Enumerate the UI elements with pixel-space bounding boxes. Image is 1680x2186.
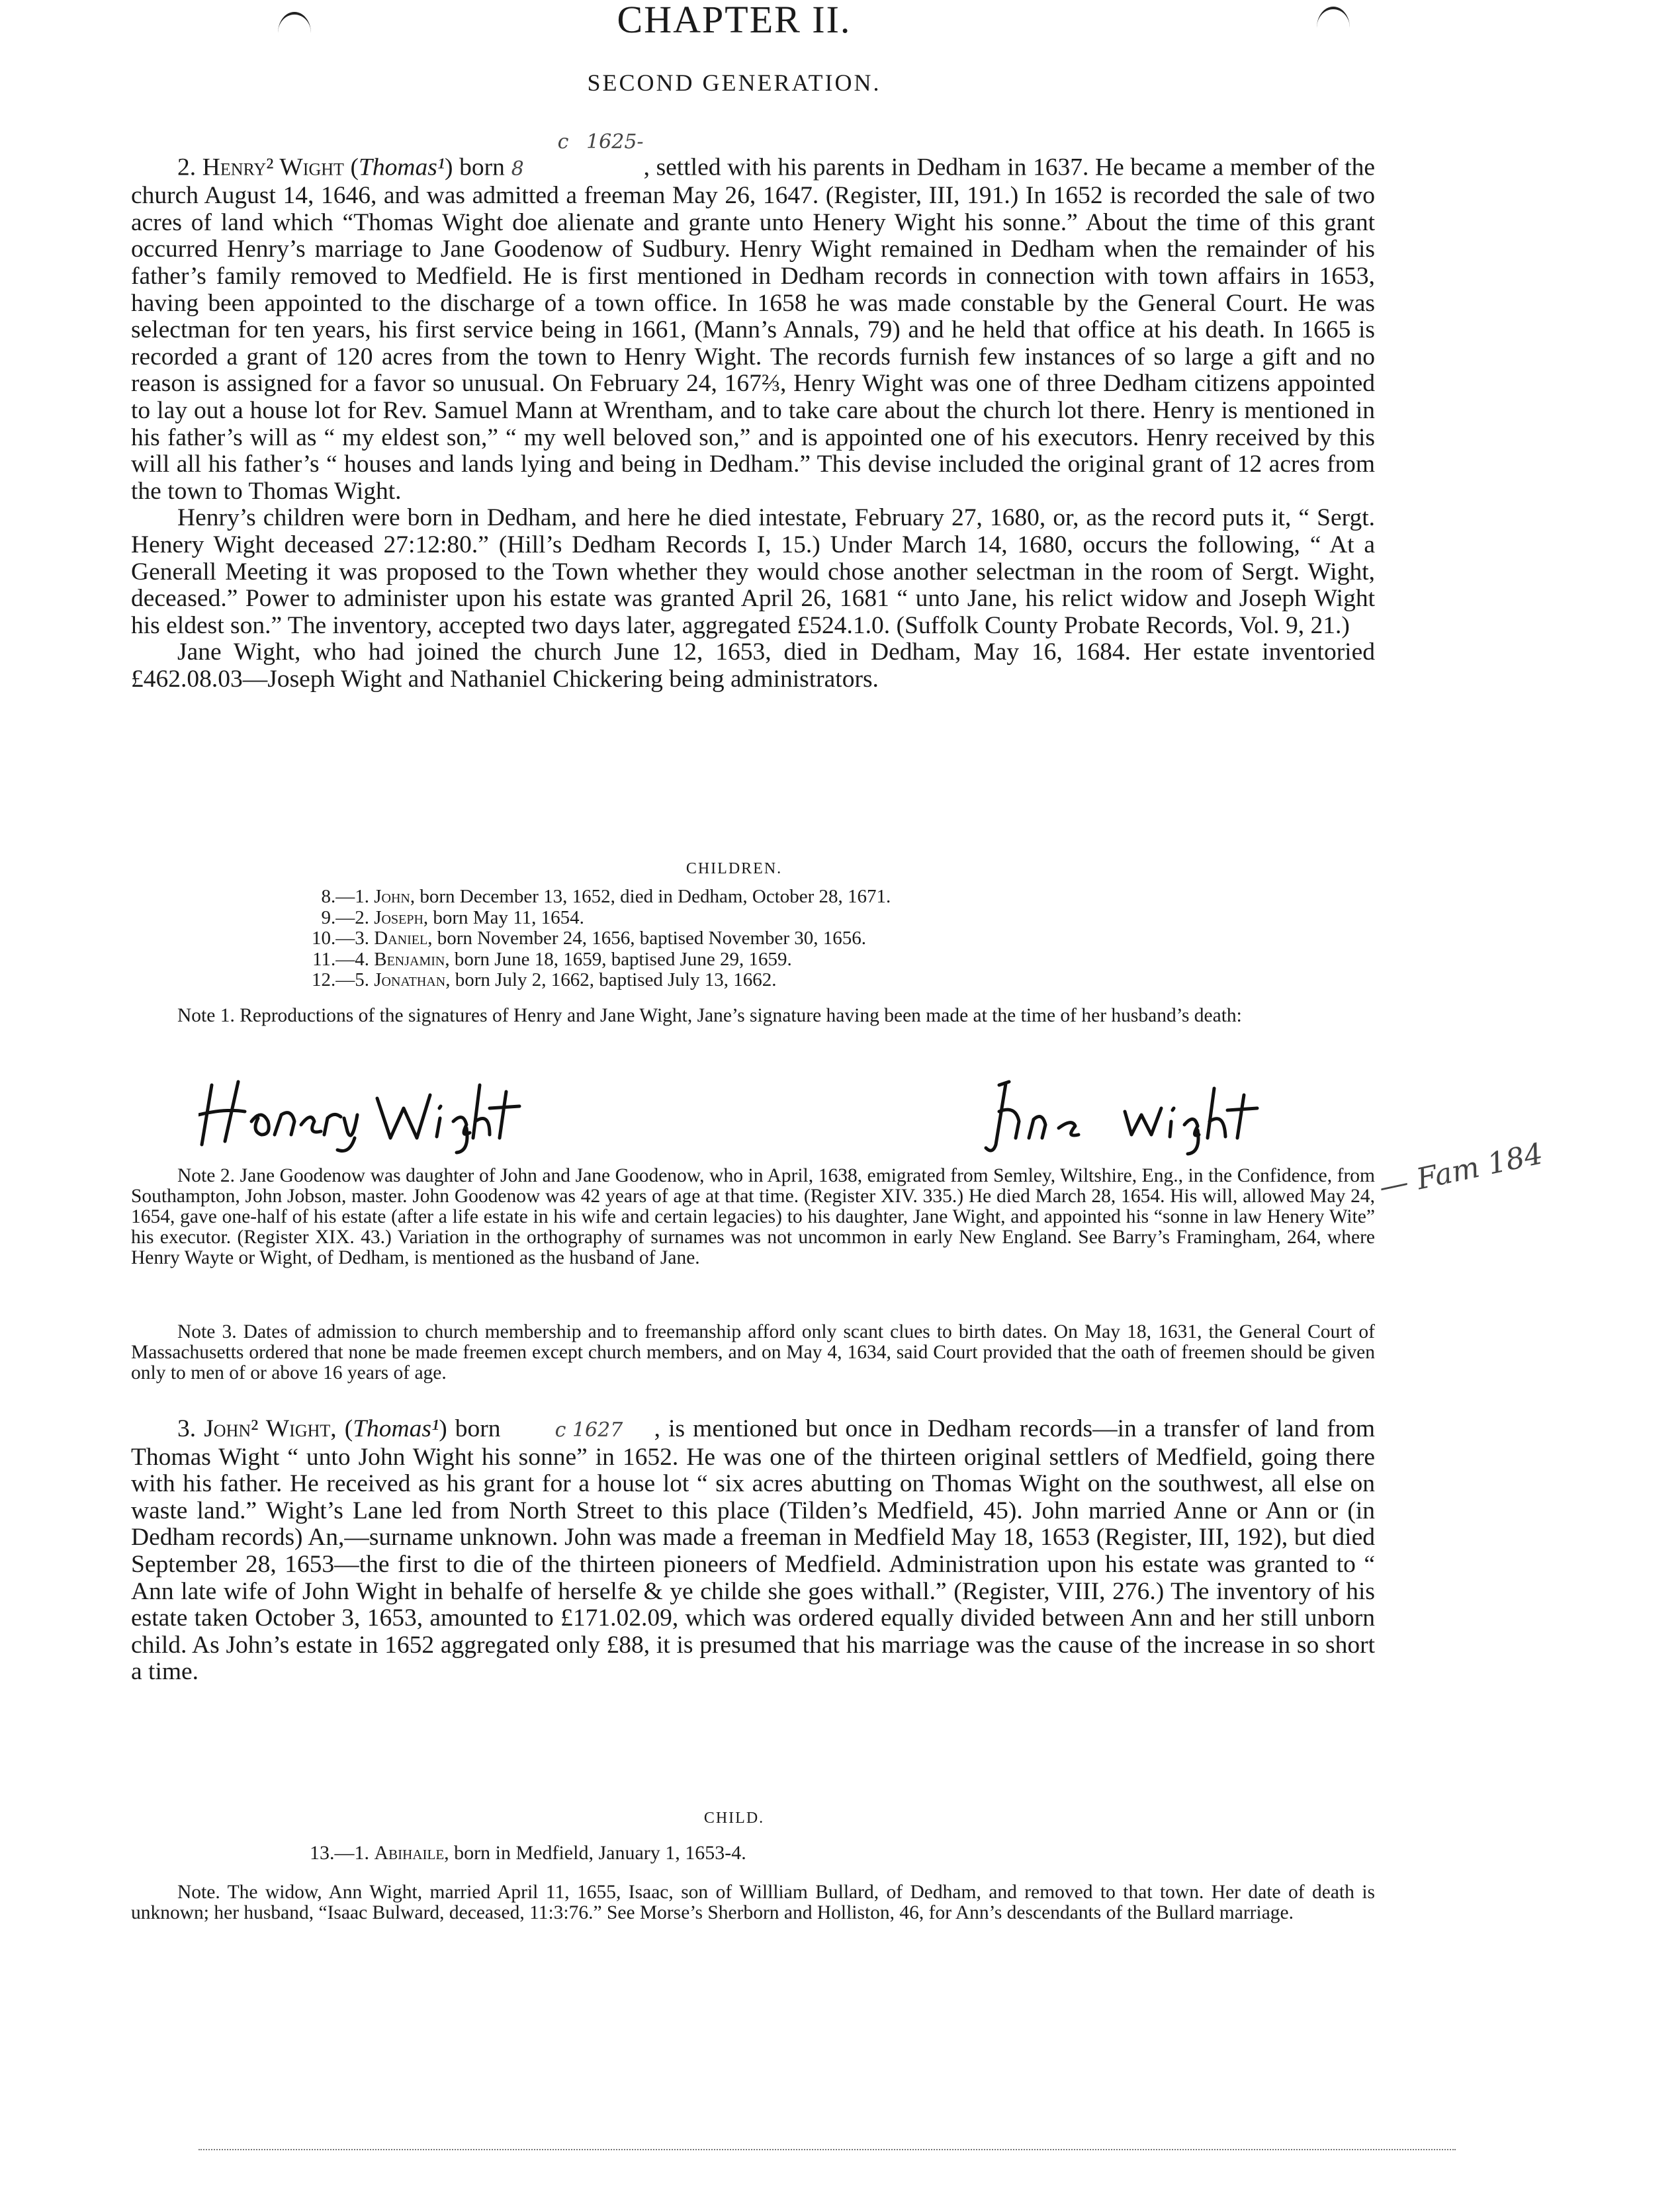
bottom-divider — [199, 2149, 1456, 2150]
signatures — [199, 1072, 1323, 1158]
note-2: Note 2. Jane Goodenow was daughter of John and Jane Goodenow, who in April, 1638, emigrated from Semley, Wiltshire, Eng., in the Confidence, from Southampton, John Jobson, master. John Goodenow was 42 years of age at that time. (Register XIV. 335.) He died March 28, 1654. His will, allowed May 24, 1654, gave one-half of his estate (after a life estate in his wife and certain legacies) to his daughter, Jane Wight, and appointed his “sonne in law Henery Wite” his executor. (Register XIX. 43.) Variation in the orthography of surnames was not uncommon in early New England. See Barry’s Framingham, 264, where Henry Wayte or Wight, of Dedham, is mentioned as the husband of Jane. — [131, 1165, 1375, 1268]
entry-3-paragraph-1: 3. John² Wight, (Thomas¹) born c 1627 , is mentioned but once in Dedham records—in a transfer of land from Thomas Wight “ unto John Wight his sonne” in 1652. He was one of the thirteen original settlers of Medfield, going there with his father. He received as his grant for a house lot “ six acres abutting on Thomas Wight on the southwest, all else on waste land.” Wight’s Lane led from North Street to this place (Tilden’s Medfield, 45). John married Anne or Ann or (in Dedham records) An,—surname unknown. John was made a freeman in Medfield May 18, 1653 (Register, III, 192), but died September 28, 1653—the first to die of the thirteen pioneers of Medfield. Administration upon his estate was granted to “ Ann late wife of John Wight in behalfe of herselfe & ye childe she goes withall.” (Register, VIII, 276.) The inventory of his estate taken October 3, 1653, amounted to £171.02.09, which was ordered equally divided between Ann and her still unborn child. As John’s estate in 1652 aggregated only £88, it is presumed that his marriage was the cause of the increase in so short a time. — [131, 1415, 1375, 1686]
parent-name: Thomas¹ — [359, 153, 445, 181]
paragraph-text: , settled with his parents in Dedham in 1637. He became a member of the church August 14, 1646, and was admitted a freeman May 26, 1647. (Register, III, 191.) In 1652 is recorded the sale of two acres of land which “Thomas Wight doe alienate and grante unto Henery Wight his sonne.” About the time of this grant occurred Henry’s marriage to Jane Goodenow of Sudbury. Henry Wight remained in Dedham when the remainder of his father’s family removed to Medfield. He is first mentioned in Dedham records in connection with town affairs in 1653, having been appointed to the discharge of a town office. In 1658 he was made constable by the General Court. He was selectman for ten years, his first service being in 1661, (Mann’s Annals, 79) and he held that office at his death. In 1665 is recorded a grant of 120 acres from the town to Henry Wight. The records furnish few instances of so large a gift and no reason is assigned for a favor so unusual. On February 24, 167⅔, Henry Wight was one of three Dedham citizens appointed to lay out a house lot for Rev. Samuel Mann at Wrentham, and to take care about the church lot there. Henry is mentioned in his father’s will as “ my eldest son,” “ my well beloved son,” and is appointed one of his executors. Henry received by this will all his father’s “ houses and lands lying and being in Dedham.” This devise included the original grant of 12 acres from the town to Thomas Wight. — [131, 153, 1375, 505]
handwritten-birth-date: c 1627 — [554, 1419, 623, 1442]
entry-2-text — [131, 129, 1375, 693]
entry-3-text — [131, 1416, 1375, 1686]
child-heading: CHILD. — [703, 1810, 765, 1827]
list-item: 10.—3. Daniel, born November 24, 1656, baptised November 30, 1656. — [312, 928, 867, 949]
chapter-title: CHAPTER II. — [617, 0, 852, 41]
person-name: John² Wight, — [204, 1415, 337, 1442]
list-item: 12.—5. Jonathan, born July 2, 1662, baptised July 13, 1662. — [312, 969, 777, 990]
signature-henry — [199, 1082, 519, 1153]
entry-number: 3. — [177, 1415, 197, 1442]
note-3: Note 3. Dates of admission to church membership and to freemanship afford only scant clues to birth dates. On May 18, 1631, the General Court of Massachusetts ordered that none be made freemen except church members, and on May 4, 1634, said Court provided that the oath of freemen should be given only to men of or above 16 years of age. — [131, 1321, 1375, 1383]
list-item: 8.—1. John, born December 13, 1652, died in Dedham, October 28, 1671. — [321, 886, 891, 907]
section-title: SECOND GENERATION. — [587, 69, 881, 96]
entry-3-note: Note. The widow, Ann Wight, married April 11, 1655, Isaac, son of Willliam Bullard, of Dedham, and removed to that town. Her date of death is unknown; her husband, “Isaac Bulward, deceased, 11:3:76.” See Morse’s Sherborn and Holliston, 46, for Ann’s descendants of the Bullard marriage. — [131, 1882, 1375, 1923]
handwritten-birth-date: c 1625-8 — [511, 130, 644, 181]
entry-2-paragraph-3: Jane Wight, who had joined the church June 12, 1653, died in Dedham, May 16, 1684. Her estate inventoried £462.08.03—Joseph Wight and Nathaniel Chickering being administrators. — [131, 638, 1375, 693]
children-list — [291, 887, 1284, 991]
signature-jane — [986, 1082, 1257, 1154]
signature-image — [199, 1072, 1323, 1158]
list-item: 11.—4. Benjamin, born June 18, 1659, baptised June 29, 1659. — [312, 948, 792, 970]
person-name: Henry² Wight — [202, 153, 344, 181]
entry-2-paragraph-1: 2. Henry² Wight (Thomas¹) born c 1625-8 , settled with his parents in Dedham in 1637. He became a member of the church August 14, 1646, and was admitted a freeman May 26, 1647. (Register, III, 191.) In 1652 is recorded the sale of two acres of land which “Thomas Wight doe alienate and grante unto Henery Wight his sonne.” About the time of this grant occurred Henry’s marriage to Jane Goodenow of Sudbury. Henry Wight remained in Dedham when the remainder of his father’s family removed to Medfield. He is first mentioned in Dedham records in connection with town affairs in 1653, having been appointed to the discharge of a town office. In 1658 he was made constable by the General Court. He was selectman for ten years, his first service being in 1661, (Mann’s Annals, 79) and he held that office at his death. In 1665 is recorded a grant of 120 acres from the town to Henry Wight. The records furnish few instances of so large a gift and no reason is assigned for a favor so unusual. On February 24, 167⅔, Henry Wight was one of three Dedham citizens appointed to lay out a house lot for Rev. Samuel Mann at Wrentham, and to take care about the church lot there. Henry is mentioned in his father’s will as “ my eldest son,” “ my well beloved son,” and is appointed one of his executors. Henry received by this will all his father’s “ houses and lands lying and being in Dedham.” This devise included the original grant of 12 acres from the town to Thomas Wight. — [131, 130, 1375, 505]
born-label: born — [459, 153, 505, 181]
born-label: born — [455, 1415, 501, 1442]
child-list — [291, 1843, 1284, 1864]
entry-number: 2. — [177, 153, 197, 181]
list-item: 9.—2. Joseph, born May 11, 1654. — [321, 906, 584, 928]
children-heading: CHILDREN. — [685, 860, 783, 877]
note-1: Note 1. Reproductions of the signatures of Henry and Jane Wight, Jane’s signature having been made at the time of her husband’s death: — [177, 1005, 1242, 1026]
list-item: 13.—1. Abihaile, born in Medfield, January 1, 1653-4. — [310, 1842, 746, 1864]
parent-name: Thomas¹ — [353, 1415, 439, 1442]
margin-annotation: — Fam 184 — [1376, 1137, 1546, 1205]
entry-2-paragraph-2: Henry’s children were born in Dedham, and here he died intestate, February 27, 1680, or, as the record puts it, “ Sergt. Henery Wight deceased 27:12:80.” (Hill’s Dedham Records I, 15.) Under March 14, 1680, occurs the following, “ At a Generall Meeting it was proposed to the Town whether they would chose another selectman in the room of Sergt. Wight, deceased.” Power to administer upon his estate was granted April 26, 1681 “ unto Jane, his relict widow and Joseph Wight his eldest son.” The inventory, accepted two days later, aggregated £524.1.0. (Suffolk County Probate Records, Vol. 9, 21.) — [131, 504, 1375, 639]
paragraph-text: , is mentioned but once in Dedham records—in a transfer of land from Thomas Wight “ unto John Wight his sonne” in 1652. He was one of the thirteen original settlers of Medfield, going there with his father. He received as his grant for a house lot “ six acres abutting on Thomas Wight on the southwest, all else on waste land.” Wight’s Lane led from North Street to this place (Tilden’s Medfield, 45). John married Anne or Ann or (in Dedham records) An,—surname unknown. John was made a freeman in Medfield May 18, 1653 (Register, III, 192), but died September 28, 1653—the first to die of the thirteen pioneers of Medfield. Administration upon his estate was granted to “ Ann late wife of John Wight in behalfe of herselfe & ye childe she goes withall.” (Register, VIII, 276.) The inventory of his estate taken October 3, 1653, amounted to £171.02.09, which was ordered equally divided between Ann and her still unborn child. As John’s estate in 1652 aggregated only £88, it is presumed that his marriage was the cause of the increase in so short a time. — [131, 1415, 1375, 1686]
